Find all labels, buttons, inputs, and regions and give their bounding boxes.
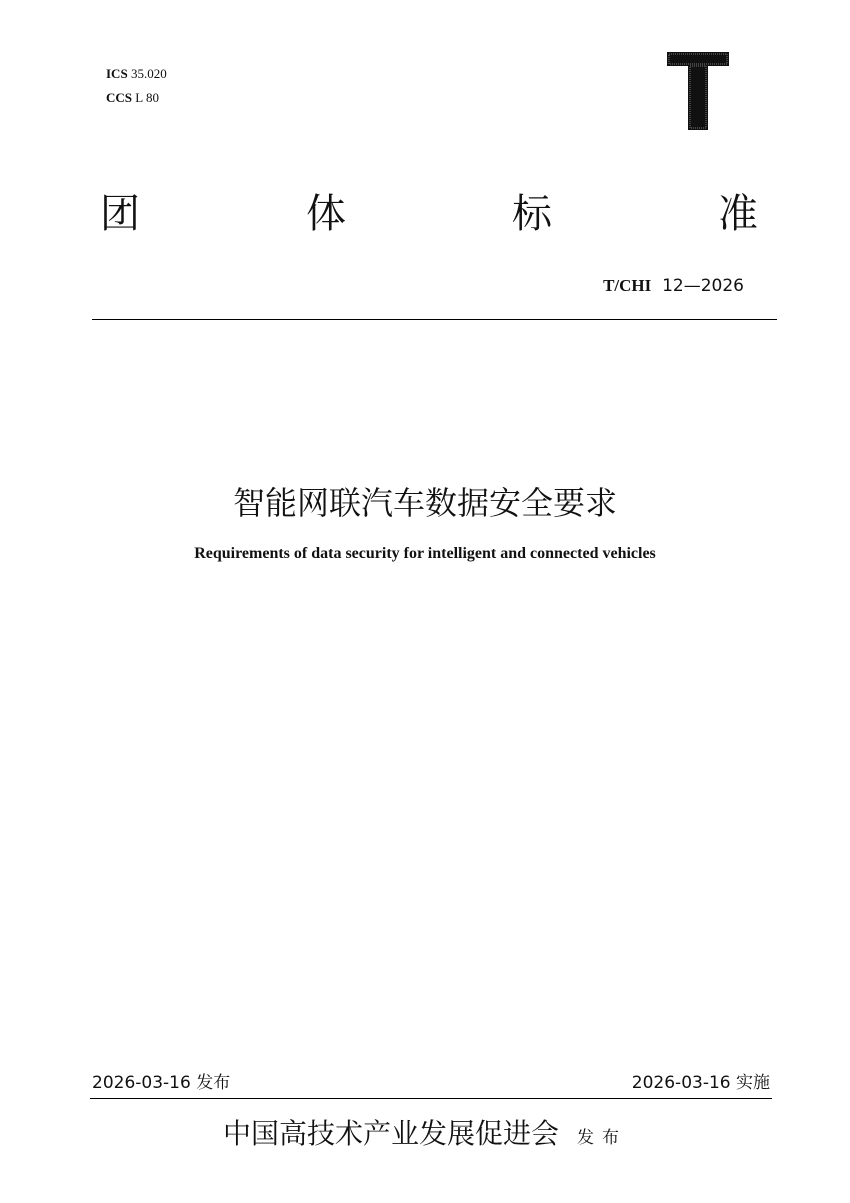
doc-type-char-4: 准 (718, 191, 758, 237)
classification-codes (106, 62, 167, 110)
doc-type-char-3: 标 (512, 191, 552, 237)
title-chinese: 智能网联汽车数据安全要求 (232, 484, 617, 522)
standard-prefix: T/CHI (603, 276, 652, 295)
top-divider (92, 319, 777, 320)
issuer-name: 中国高技术产业发展促进会 (222, 1117, 559, 1150)
doc-type-char-1: 团 (100, 191, 140, 237)
doc-type-char-2: 体 (306, 191, 346, 237)
publish-date: 2026-03-16 发布 (92, 1073, 231, 1093)
title-english: Requirements of data security for intelligent and connected vehicles (194, 545, 656, 562)
ccs-code: CCS L 80 (106, 90, 159, 105)
ics-code: ICS 35.020 (106, 66, 167, 81)
issuer-action: 发布 (577, 1128, 627, 1148)
bottom-divider (90, 1098, 772, 1099)
implement-date: 2026-03-16 实施 (631, 1073, 770, 1093)
standard-serial: 12—2026 (662, 276, 744, 296)
issuer (0, 1112, 850, 1152)
standard-number (603, 276, 744, 296)
t-standard-logo (665, 50, 731, 132)
